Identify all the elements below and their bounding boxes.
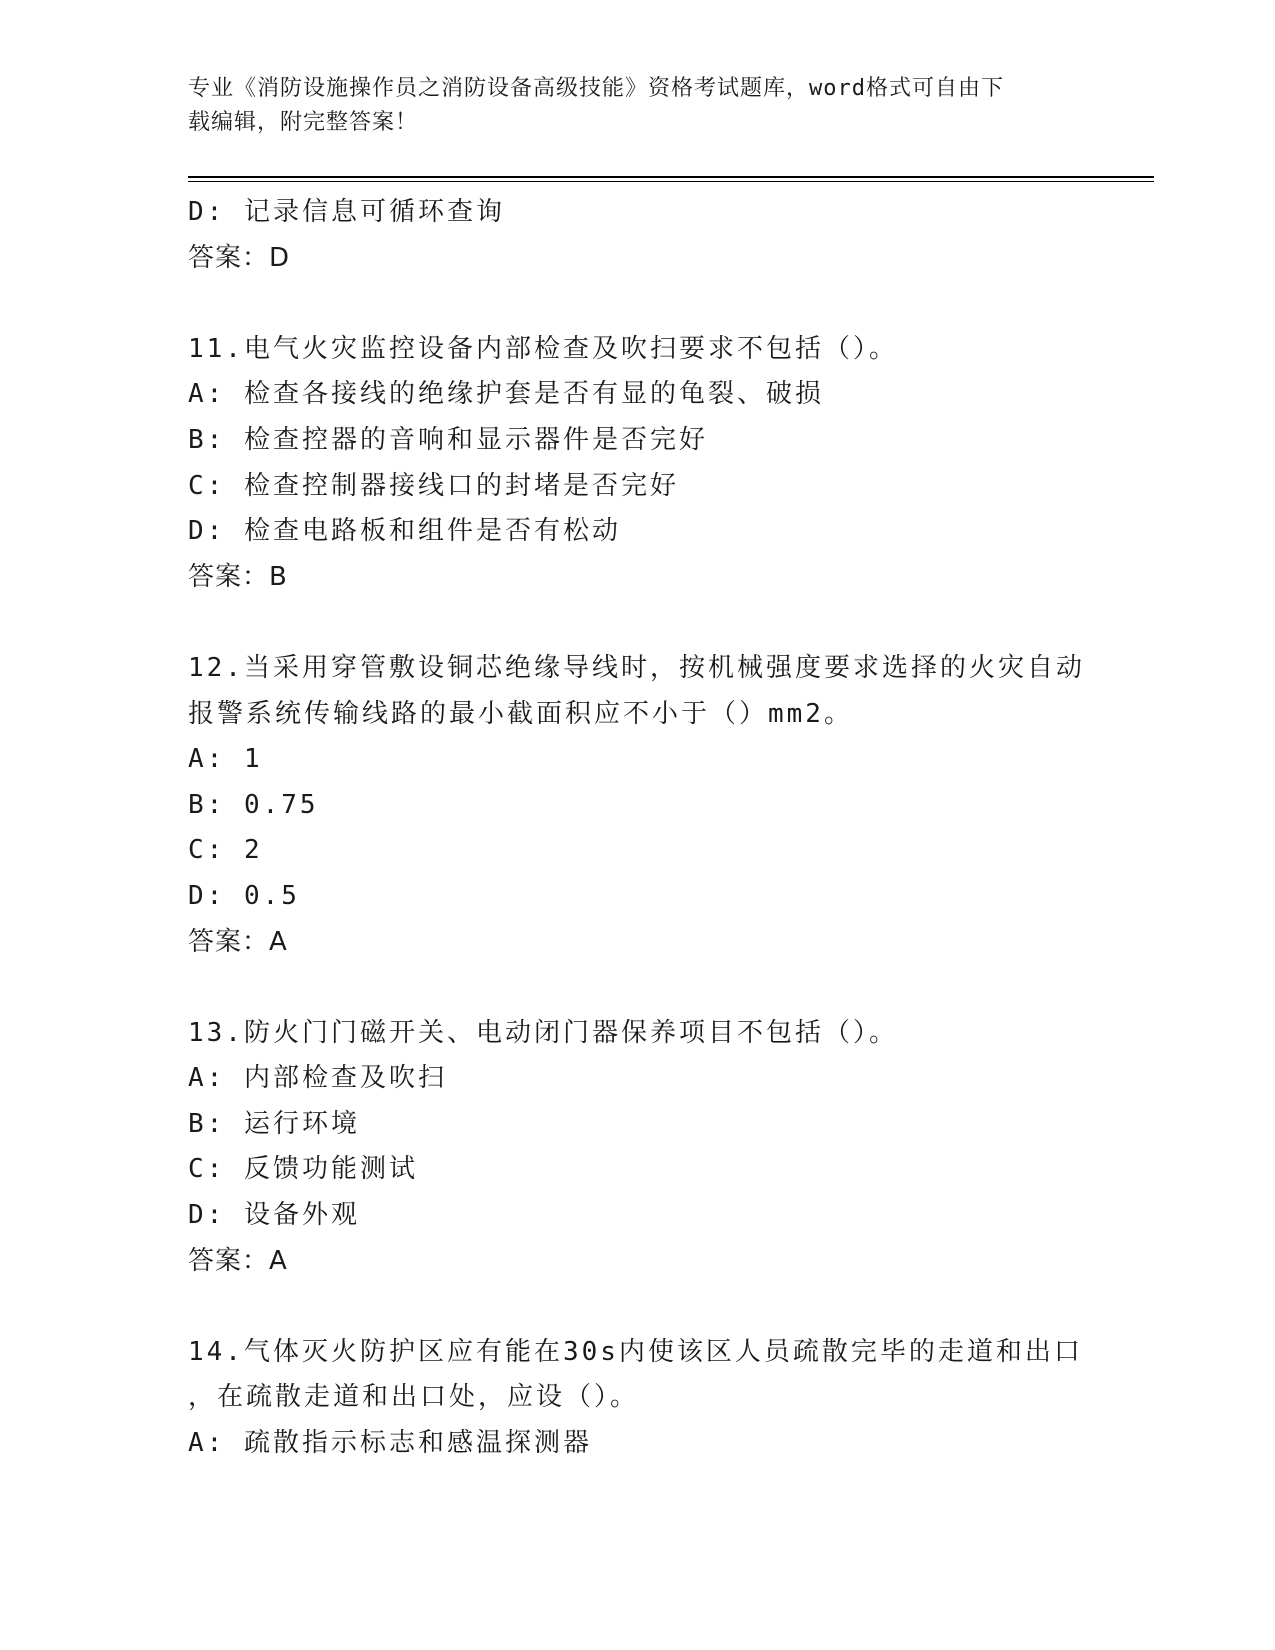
prev-answer: 答案：D [188,242,291,273]
option-b: B: 运行环境 [188,1108,360,1139]
option-b: B: 0.75 [188,789,319,820]
question-text-line-1: 14.气体灭火防护区应有能在30s内使该区人员疏散完毕的走道和出口 [188,1336,1083,1367]
option-d: D: 检查电路板和组件是否有松动 [188,516,621,547]
question-text-line-2: ，在疏散走道和出口处，应设（）。 [188,1382,640,1413]
header-line-1: 专业《消防设施操作员之消防设备高级技能》资格考试题库，word格式可自由下 [188,76,1004,101]
option-d: D: 0.5 [188,880,300,911]
option-a: A: 检查各接线的绝缘护套是否有显的龟裂、破损 [188,379,824,410]
question-list [188,190,1148,1467]
answer: 答案：B [188,561,288,592]
option-c: C: 检查控制器接线口的封堵是否完好 [188,470,679,501]
question-11 [188,327,1148,601]
option-c: C: 反馈功能测试 [188,1154,418,1185]
document-header [188,72,1088,140]
header-line-2: 载编辑，附完整答案！ [188,110,419,135]
question-14 [188,1330,1148,1467]
spacer [188,965,1148,1011]
spacer [188,1284,1148,1330]
answer: 答案：A [188,926,288,957]
question-text-line-1: 12.当采用穿管敷设铜芯绝缘导线时，按机械强度要求选择的火灾自动 [188,652,1085,683]
option-a: A: 疏散指示标志和感温探测器 [188,1428,592,1459]
question-text: 13.防火门门磁开关、电动闭门器保养项目不包括（）。 [188,1017,898,1048]
option-d: D: 设备外观 [188,1200,360,1231]
prev-option-d: D: 记录信息可循环查询 [188,197,505,227]
answer: 答案：A [188,1245,288,1276]
option-a: A: 内部检查及吹扫 [188,1063,447,1094]
option-c: C: 2 [188,835,263,866]
spacer [188,600,1148,646]
header-divider-thick [188,176,1154,178]
question-text: 11.电气火灾监控设备内部检查及吹扫要求不包括（）。 [188,333,898,364]
spacer [188,281,1148,327]
header-divider-thin [188,181,1154,182]
question-text-line-2: 报警系统传输线路的最小截面积应不小于（）mm2。 [188,698,853,729]
option-b: B: 检查控器的音响和显示器件是否完好 [188,424,708,455]
question-13 [188,1011,1148,1285]
question-12 [188,646,1148,965]
option-a: A: 1 [188,744,263,775]
